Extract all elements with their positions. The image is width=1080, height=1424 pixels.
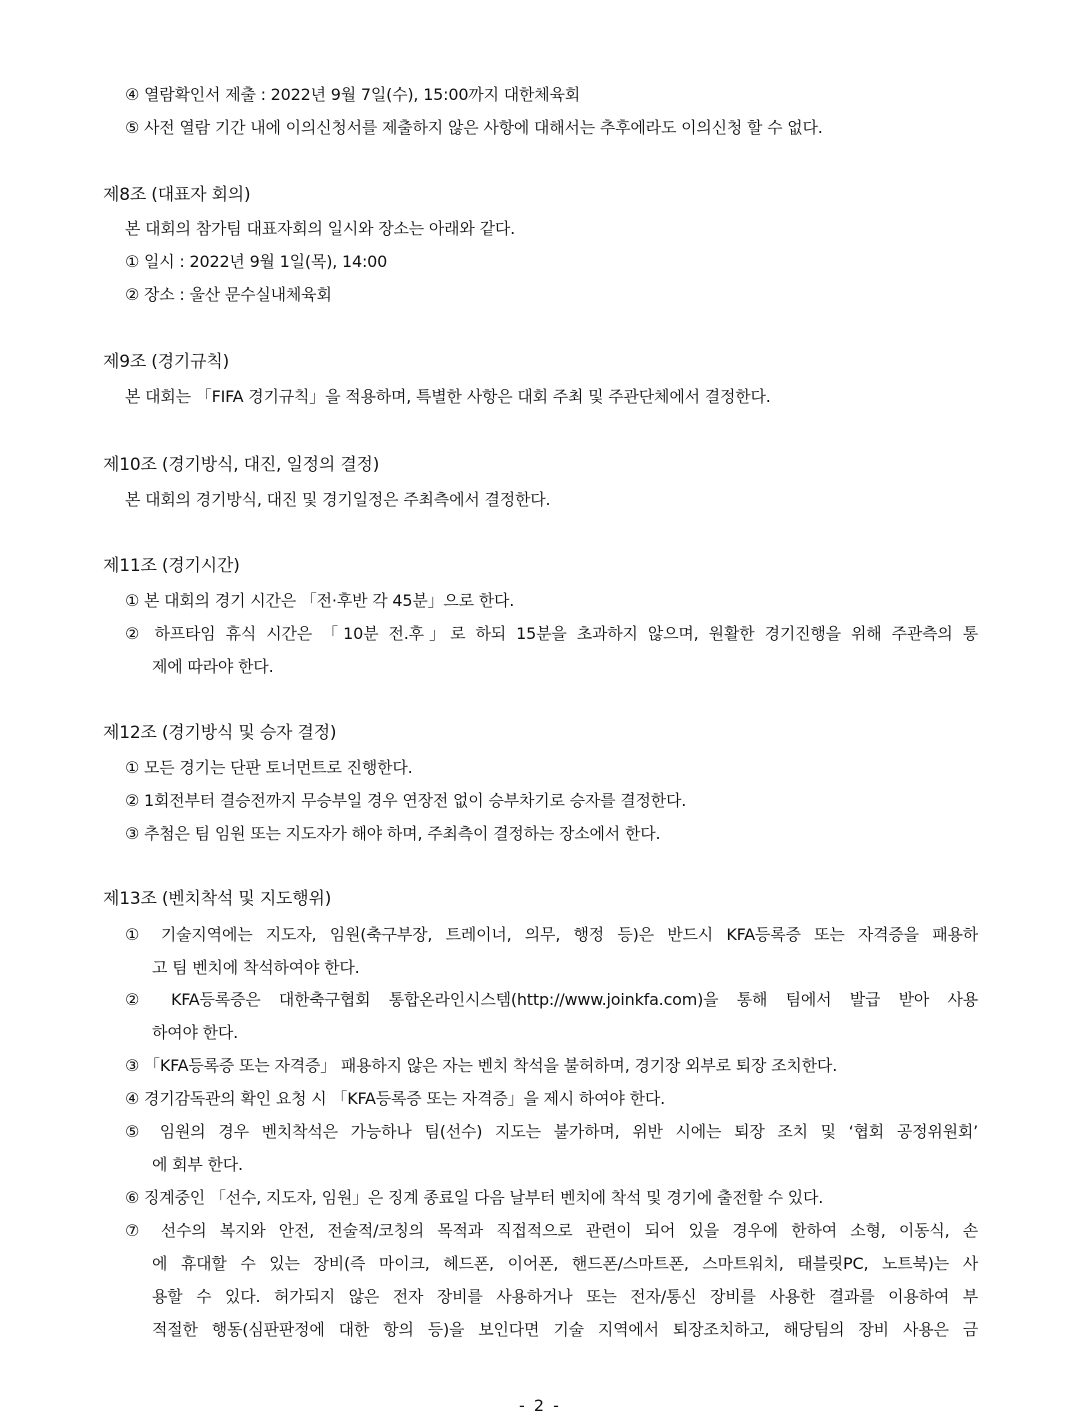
art12-item-1: ① 모든 경기는 단판 토너먼트로 진행한다.: [125, 758, 413, 777]
art11-heading: 제11조 (경기시간): [103, 556, 240, 576]
art13-item-2: ② KFA등록증은 대한축구협회 통합온라인시스템(http://www.joinkfa.com)을 통해 팀에서 발급 받아 사용: [125, 990, 978, 1009]
art12-item-2: ② 1회전부터 결승전까지 무승부일 경우 연장전 없이 승부차기로 승자를 결정한다.: [125, 791, 687, 810]
art11-item-1: ① 본 대회의 경기 시간은 「전·후반 각 45분」으로 한다.: [125, 591, 515, 610]
art8-item-2: ② 장소 : 울산 문수실내체육회: [125, 285, 332, 304]
art9-body: 본 대회는 「FIFA 경기규칙」을 적용하며, 특별한 사항은 대회 주최 및 주관단체에서 결정한다.: [125, 387, 771, 406]
art13-item-7-cont-2: 용할 수 있다. 허가되지 않은 전자 장비를 사용하거나 또는 전자/통신 장비를 사용한 결과를 이용하여 부: [152, 1287, 978, 1306]
art13-item-3: ③ 「KFA등록증 또는 자격증」 패용하지 않은 자는 벤치 착석을 불허하며, 경기장 외부로 퇴장 조치한다.: [125, 1056, 838, 1075]
art13-item-4: ④ 경기감독관의 확인 요청 시 「KFA등록증 또는 자격증」을 제시 하여야 한다.: [125, 1089, 665, 1108]
art7-item-5: ⑤ 사전 열람 기간 내에 이의신청서를 제출하지 않은 사항에 대해서는 추후에라도 이의신청 할 수 없다.: [125, 118, 823, 137]
art9-heading: 제9조 (경기규칙): [103, 352, 230, 372]
art13-item-1-cont: 고 팀 벤치에 착석하여야 한다.: [152, 958, 360, 977]
art10-body: 본 대회의 경기방식, 대진 및 경기일정은 주최측에서 결정한다.: [125, 490, 551, 509]
art13-item-5-cont: 에 회부 한다.: [152, 1155, 243, 1174]
art13-item-7-cont-3: 적절한 행동(심판판정에 대한 항의 등)을 보인다면 기술 지역에서 퇴장조치하고, 해당팀의 장비 사용은 금: [152, 1320, 978, 1339]
art12-heading: 제12조 (경기방식 및 승자 결정): [103, 723, 337, 743]
art7-item-4: ④ 열람확인서 제출 : 2022년 9월 7일(수), 15:00까지 대한체육회: [125, 85, 580, 104]
art13-heading: 제13조 (벤치착석 및 지도행위): [103, 889, 332, 909]
art12-item-3: ③ 추첨은 팀 임원 또는 지도자가 해야 하며, 주최측이 결정하는 장소에서 한다.: [125, 824, 661, 843]
art13-item-7-cont-1: 에 휴대할 수 있는 장비(즉 마이크, 헤드폰, 이어폰, 핸드폰/스마트폰, 스마트워치, 태블릿PC, 노트북)는 사: [152, 1254, 978, 1273]
art8-item-1: ① 일시 : 2022년 9월 1일(목), 14:00: [125, 252, 388, 271]
page-number: - 2 -: [519, 1396, 561, 1415]
art13-item-6: ⑥ 징계중인 「선수, 지도자, 임원」은 징계 종료일 다음 날부터 벤치에 착석 및 경기에 출전할 수 있다.: [125, 1188, 824, 1207]
art11-item-2-cont: 제에 따라야 한다.: [152, 657, 274, 676]
art13-item-5: ⑤ 임원의 경우 벤치착석은 가능하나 팀(선수) 지도는 불가하며, 위반 시에는 퇴장 조치 및 ‘협회 공정위원회’: [125, 1122, 978, 1141]
art8-intro: 본 대회의 참가팀 대표자회의 일시와 장소는 아래와 같다.: [125, 219, 515, 238]
art13-item-7: ⑦ 선수의 복지와 안전, 전술적/코칭의 목적과 직접적으로 관련이 되어 있을 경우에 한하여 소형, 이동식, 손: [125, 1221, 978, 1240]
art8-heading: 제8조 (대표자 회의): [103, 185, 251, 205]
art13-item-1: ① 기술지역에는 지도자, 임원(축구부장, 트레이너, 의무, 행정 등)은 반드시 KFA등록증 또는 자격증을 패용하: [125, 925, 978, 944]
art11-item-2: ② 하프타임 휴식 시간은 「10분 전.후」로 하되 15분을 초과하지 않으며, 원활한 경기진행을 위해 주관측의 통: [125, 624, 978, 643]
art13-item-2-cont: 하여야 한다.: [152, 1023, 239, 1042]
art10-heading: 제10조 (경기방식, 대진, 일정의 결정): [103, 455, 380, 475]
